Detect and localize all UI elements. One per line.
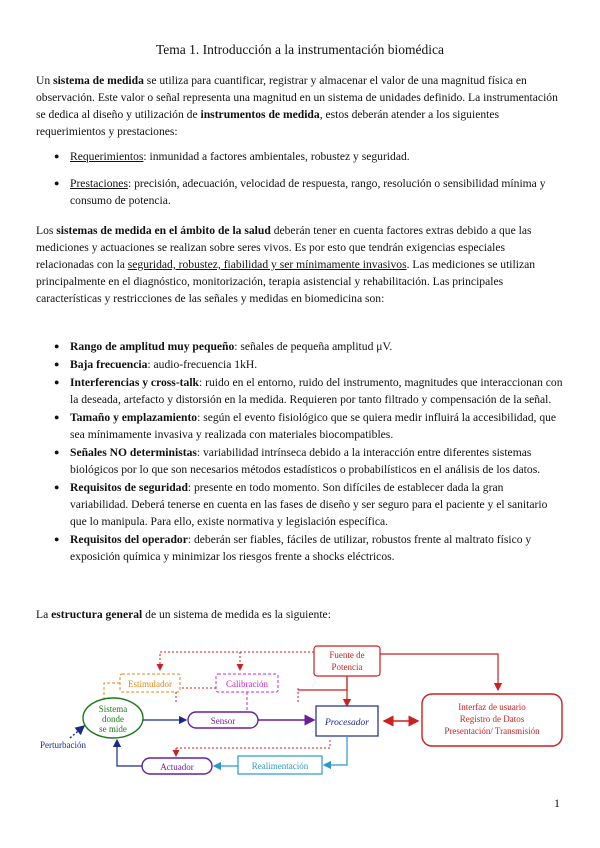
interfaz-label: Registro de Datos [459,714,525,724]
page-number: 1 [554,796,560,810]
measurement-system-diagram [30,630,570,790]
procesador-label: Procesador [325,718,369,728]
interfaz-label: Interfaz de usuario [458,702,526,712]
list-item: ● Prestaciones: precisión, adecuación, velocidad de respuesta, rango, resolución o sensibilidad mínima y consumo de potencia. [36,175,564,209]
calibracion-label: Calibración [226,679,268,689]
term-instrumentos-de-medida: instrumentos de medida [200,108,320,121]
characteristics-list [36,338,564,566]
term-sistema-de-medida: sistema de medida [53,74,144,87]
list-item: ● Tamaño y emplazamiento: según el evento fisiológico que se quiera medir influirá la accesibilidad, que sea mínimamente invasiva y realizada con materiales biocompatibles. [36,409,564,443]
structure-paragraph: La estructura general de un sistema de medida es la siguiente: [36,608,331,621]
fuente-label: Fuente de [329,650,365,660]
interfaz-label: Presentación/ Transmisión [444,726,540,736]
list-item: ● Baja frecuencia: audio-frecuencia 1kH. [36,356,564,373]
intro-paragraph: Un sistema de medida se utiliza para cuantificar, registrar y almacenar el valor de una magnitud física en observación. Este valor o señal representa una magnitud en un sistema de unidades definido. La instrumentación se dedica al diseño y utilización de instrumentos de medida, estos deberán atender a los siguientes requerimientos y prestaciones: [36,74,558,138]
perturbacion-label: Perturbación [40,740,86,750]
sistema-label: donde [102,714,124,724]
estimulador-label: Estimulador [128,679,172,689]
realimentacion-label: Realimentación [251,761,309,771]
list-item: ● Interferencias y cross-talk: ruido en el entorno, ruido del instrumento, magnitudes que interaccionan con la deseada, artefacto y distorsión en la medida. Requieren por tanto filtrado y compensación de la señal. [36,374,564,408]
actuador-label: Actuador [160,762,194,772]
list-item: ● Requisitos del operador: deberán ser fiables, fáciles de utilizar, robustos frente al maltrato físico y exposición química y minimizar los riesgos frente a shocks eléctricos. [36,531,564,565]
sistema-label: Sistema [98,704,128,714]
list-item: ● Rango de amplitud muy pequeño: señales de pequeña amplitud μV. [36,338,564,355]
requirements-list [36,148,564,219]
sensor-label: Sensor [210,716,236,726]
list-item: ● Requisitos de seguridad: presente en todo momento. Son difíciles de establecer dada la gran variabilidad. Deberá tenerse en cuenta en las fases de diseño y ser seguro para el paciente y el sanitario que lo manipula. Para ello, existe normativa y legislación específica. [36,479,564,530]
list-item: ● Requerimientos: inmunidad a factores ambientales, robustez y seguridad. [36,148,564,165]
sistema-label: se mide [99,724,127,734]
fuente-label: Potencia [331,662,363,672]
page-title: Tema 1. Introducción a la instrumentación biomédica [155,42,445,57]
health-paragraph: Los sistemas de medida en el ámbito de la salud deberán tener en cuenta factores extras debido a que las mediciones y actuaciones se realizan sobre seres vivos. Es por esto que tendrán exigencias especiales relacionadas con la seguridad, robustez, fiabilidad y ser mínimamente invasivos. Las mediciones se utilizan principalmente en el diagnóstico, monitorización, terapia asistencial y rehabilitación. Las principales características y restricciones de las señales y medidas en biomedicina son: [36,224,536,305]
list-item: ● Señales NO deterministas: variabilidad intrínseca debido a la interacción entre diferentes sistemas biológicos por lo que son necesarios métodos estadísticos o probabilísticos en el análisis de los datos. [36,444,564,478]
